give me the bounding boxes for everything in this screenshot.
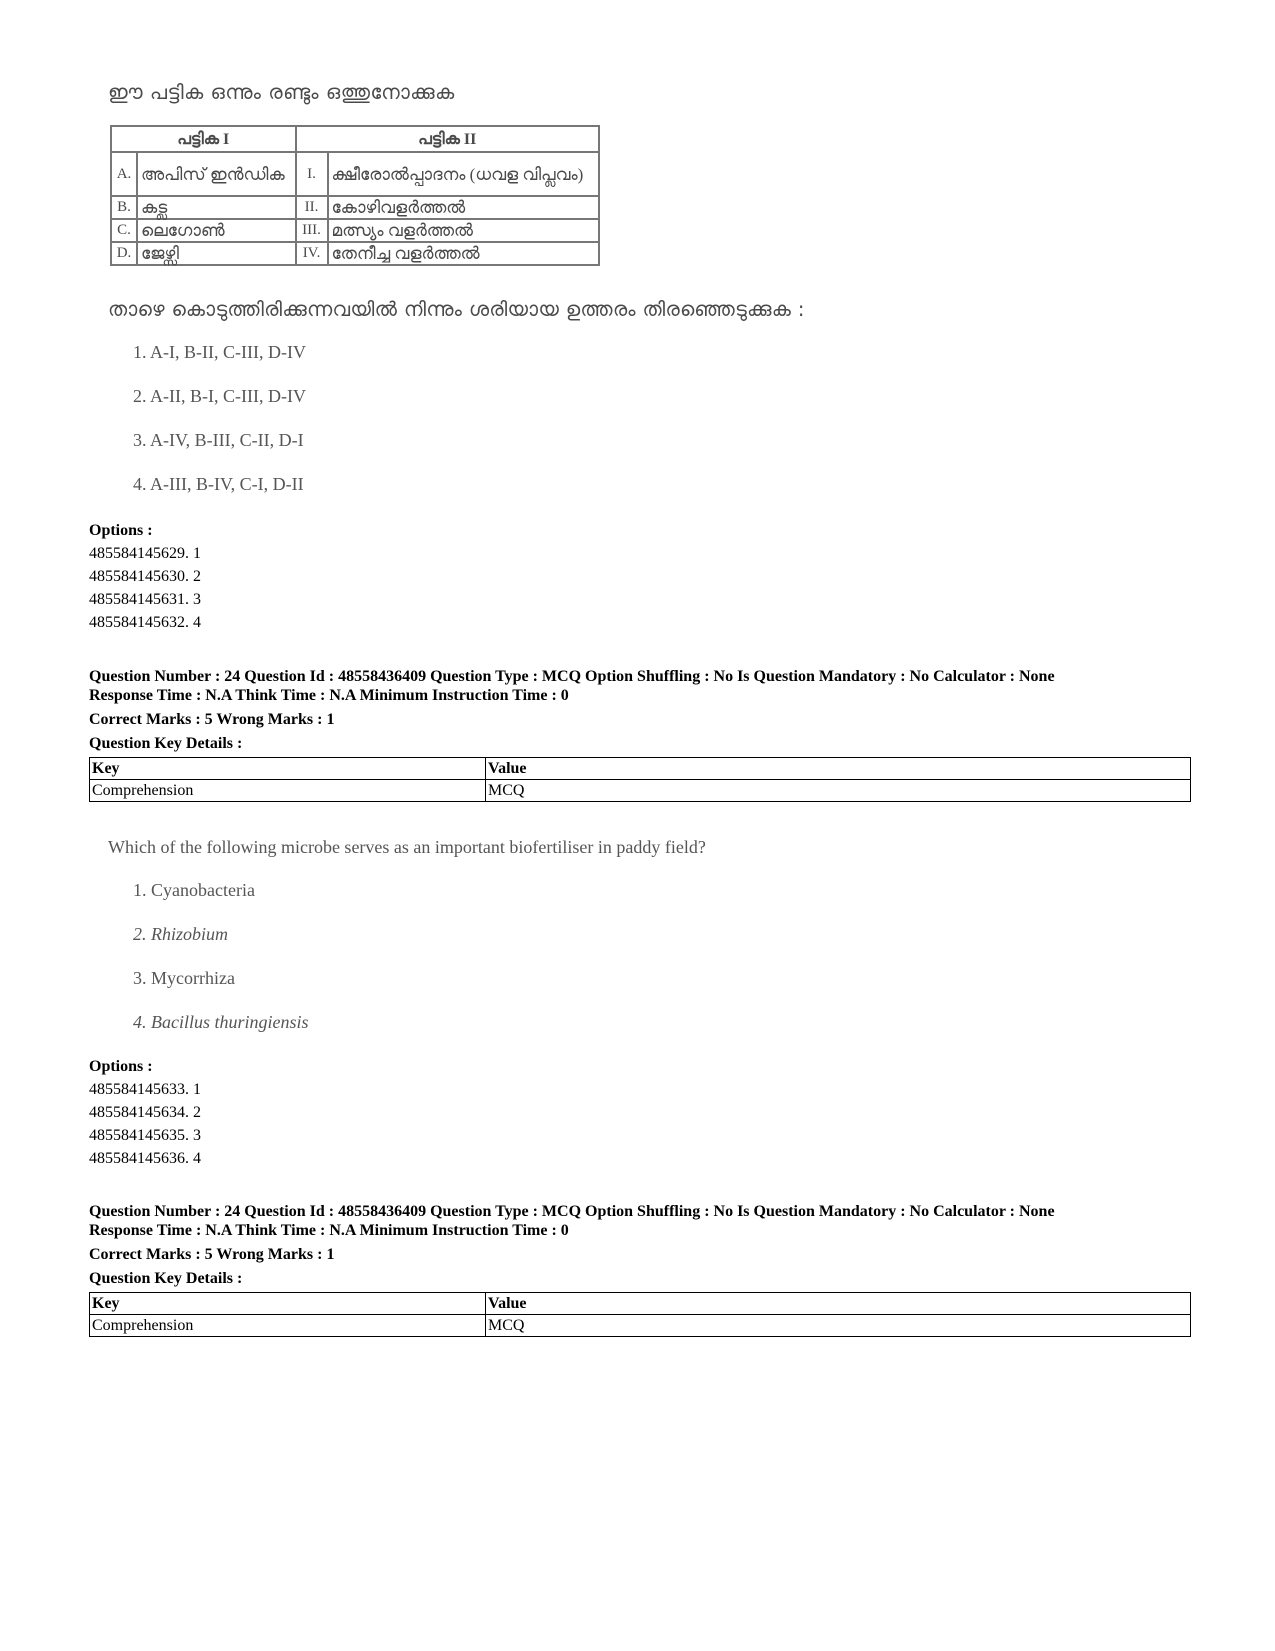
options-label: Options : (89, 1058, 153, 1075)
row-label: D. (111, 242, 137, 265)
match-table (110, 125, 600, 266)
value-header: Value (486, 758, 1191, 780)
option-item: 485584145634. 2 (89, 1104, 201, 1121)
choice-4: 4. Bacillus thuringiensis (133, 1012, 309, 1032)
row-label: II. (296, 196, 328, 219)
column-1-cell: അപിസ് ഇൻഡിക (137, 152, 296, 196)
table-row (111, 196, 599, 219)
table-row (111, 152, 599, 196)
column-1-cell: ലെഗോൺ (137, 219, 296, 242)
table-row (90, 1293, 1191, 1315)
column-2-header: പട്ടിക II (296, 126, 599, 152)
key-details-label: Question Key Details : (89, 1270, 243, 1287)
question-meta: Question Number : 24 Question Id : 48558436409 Question Type : MCQ Option Shuffling : No Is Question Mandatory : No Calculator : None (89, 668, 1055, 685)
key-details-table (89, 757, 1191, 802)
option-item: 485584145632. 4 (89, 614, 201, 631)
choice-2: 2. Rhizobium (133, 924, 229, 944)
option-item: 485584145635. 3 (89, 1127, 201, 1144)
question-marks: Correct Marks : 5 Wrong Marks : 1 (89, 1246, 335, 1263)
match-question-title: ഈ പട്ടിക ഒന്നും രണ്ടും ഒത്തുനോക്കുക (108, 80, 455, 104)
value-cell: MCQ (486, 780, 1191, 802)
row-label: I. (296, 152, 328, 196)
choice-4: 4. A-III, B-IV, C-I, D-II (133, 474, 304, 494)
table-row (90, 758, 1191, 780)
value-header: Value (486, 1293, 1191, 1315)
option-item: 485584145631. 3 (89, 591, 201, 608)
table-row (90, 780, 1191, 802)
question-text: Which of the following microbe serves as an important biofertiliser in paddy field? (108, 837, 706, 857)
match-instruction: താഴെ കൊടുത്തിരിക്കുന്നവയിൽ നിന്നും ശരിയായ ഉത്തരം തിരഞ്ഞെടുക്കുക : (108, 297, 805, 321)
question-meta: Question Number : 24 Question Id : 48558436409 Question Type : MCQ Option Shuffling : No Is Question Mandatory : No Calculator : None (89, 1203, 1055, 1220)
row-label: C. (111, 219, 137, 242)
key-header: Key (90, 1293, 486, 1315)
row-label: B. (111, 196, 137, 219)
option-item: 485584145629. 1 (89, 545, 201, 562)
options-label: Options : (89, 522, 153, 539)
column-1-header: പട്ടിക I (111, 126, 296, 152)
choice-3: 3. A-IV, B-III, C-II, D-I (133, 430, 304, 450)
column-1-cell: കട്ല (137, 196, 296, 219)
value-cell: MCQ (486, 1315, 1191, 1337)
key-cell: Comprehension (90, 1315, 486, 1337)
column-1-cell: ജേഴ്സി (137, 242, 296, 265)
choice-2: 2. A-II, B-I, C-III, D-IV (133, 386, 306, 406)
question-marks: Correct Marks : 5 Wrong Marks : 1 (89, 711, 335, 728)
option-item: 485584145633. 1 (89, 1081, 201, 1098)
row-label: IV. (296, 242, 328, 265)
question-meta-timing: Response Time : N.A Think Time : N.A Minimum Instruction Time : 0 (89, 687, 569, 704)
question-meta-timing: Response Time : N.A Think Time : N.A Minimum Instruction Time : 0 (89, 1222, 569, 1239)
key-header: Key (90, 758, 486, 780)
column-2-cell: കോഴിവളർത്തൽ (328, 196, 599, 219)
key-details-table (89, 1292, 1191, 1337)
column-2-cell: തേനീച്ച വളർത്തൽ (328, 242, 599, 265)
choice-1: 1. Cyanobacteria (133, 880, 255, 900)
match-table-header (111, 126, 599, 152)
option-item: 485584145630. 2 (89, 568, 201, 585)
table-row (111, 219, 599, 242)
row-label: A. (111, 152, 137, 196)
choice-3: 3. Mycorrhiza (133, 968, 235, 988)
row-label: III. (296, 219, 328, 242)
table-row (90, 1315, 1191, 1337)
column-2-cell: ക്ഷീരോൽപ്പാദനം (ധവള വിപ്ലവം) (328, 152, 599, 196)
table-row (111, 242, 599, 265)
key-details-label: Question Key Details : (89, 735, 243, 752)
option-item: 485584145636. 4 (89, 1150, 201, 1167)
key-cell: Comprehension (90, 780, 486, 802)
choice-1: 1. A-I, B-II, C-III, D-IV (133, 342, 306, 362)
column-2-cell: മത്സ്യം വളർത്തൽ (328, 219, 599, 242)
